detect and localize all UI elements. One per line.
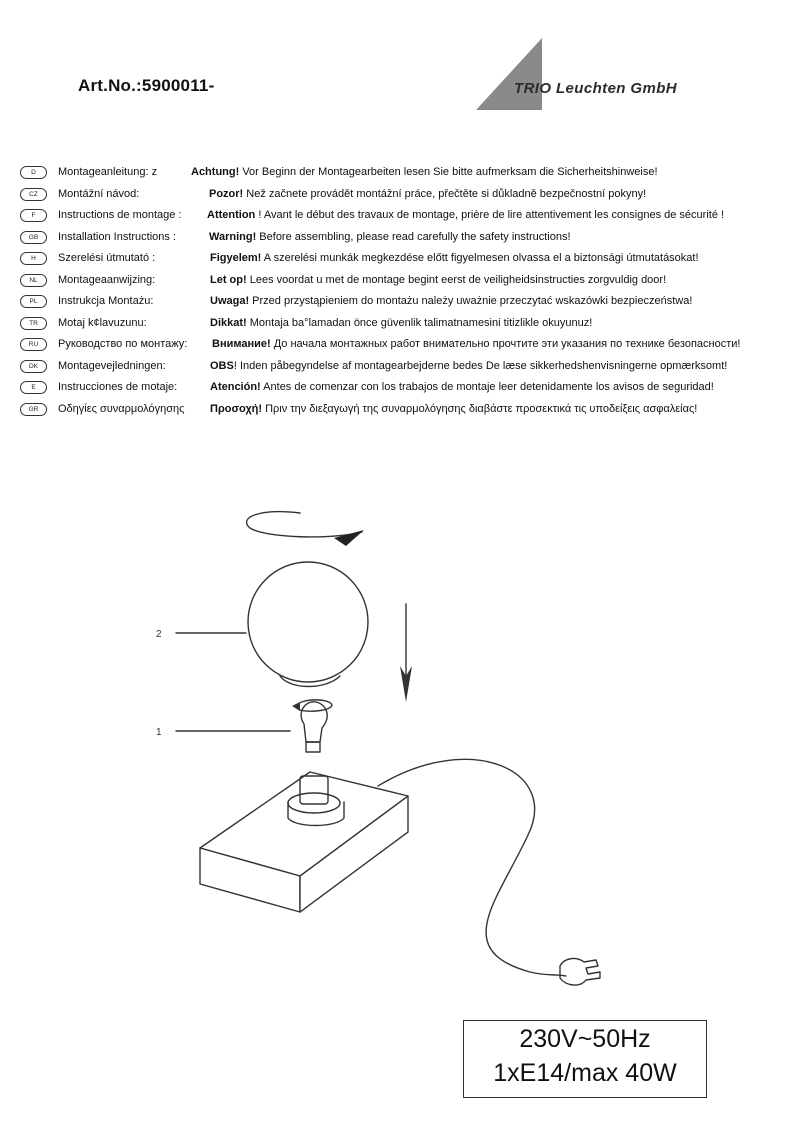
logo-triangle-icon — [476, 38, 736, 112]
electrical-specs-box — [463, 1020, 707, 1098]
brand-name: TRIO Leuchten GmbH — [514, 80, 678, 97]
power-plug-icon — [560, 959, 600, 986]
warning-word: Atención! — [210, 381, 261, 393]
warning-word: Προσοχή! — [210, 402, 263, 415]
instruction-row — [20, 337, 796, 359]
instruction-sentence — [210, 273, 666, 287]
instruction-sentence — [210, 402, 697, 416]
spec-voltage: 230V~50Hz — [519, 1025, 651, 1053]
warning-text: Before assembling, please read carefully the safety instructions! — [256, 230, 571, 243]
warning-text: Antes de comenzar con los trabajos de montaje leer detenidamente los avisos de seguridad! — [260, 381, 714, 393]
warning-word: OBS — [210, 359, 234, 372]
instruction-row — [20, 187, 796, 209]
instruction-sentence — [210, 380, 714, 394]
instruction-title: Montážní návod: — [58, 187, 140, 200]
instruction-row — [20, 380, 796, 402]
instruction-row — [20, 165, 796, 187]
warning-text: Πριν την διεξαγωγή της συναρμολόγησης διαβάστε προσεκτικά τις υποδείξεις ασφαλείας! — [262, 402, 698, 415]
instruction-row — [20, 402, 796, 424]
language-code-badge: RU — [20, 338, 47, 351]
instruction-row — [20, 230, 796, 252]
warning-word: Achtung! — [191, 166, 240, 178]
assembly-illustration — [0, 480, 802, 1020]
instruction-sentence — [209, 187, 646, 201]
instruction-title: Οδηγίες συναρμολόγησης — [58, 402, 185, 415]
instruction-title: Руководство по монтажу: — [58, 338, 188, 350]
warning-text: ! Avant le début des travaux de montage, prière de lire attentivement les consignes de sécurité ! — [255, 209, 725, 221]
warning-word: Attention — [207, 209, 256, 221]
trio-logo — [476, 38, 736, 112]
instruction-row — [20, 294, 796, 316]
warning-word: Pozor! — [209, 187, 244, 200]
warning-word: Let op! — [210, 273, 247, 286]
instruction-sentence — [210, 316, 592, 330]
warning-text: ! Inden påbegyndelse af montagearbejderne bedes De læse sikkerhedshenvisningerne opmærksomt! — [233, 359, 728, 372]
language-code-badge: NL — [20, 274, 47, 287]
instruction-title: Installation Instructions : — [58, 230, 177, 243]
warning-text: Vor Beginn der Montagearbeiten lesen Sie bitte aufmerksam die Sicherheitshinweise! — [239, 166, 658, 178]
socket-collar — [288, 793, 340, 813]
language-code-badge: D — [20, 166, 47, 179]
warning-text: Než začnete provádět montážní práce, přečtěte si důkladně bezpečnostní pokyny! — [243, 187, 647, 200]
instruction-title: Instructions de montage : — [58, 209, 182, 221]
instruction-title: Instrucciones de motaje: — [58, 381, 178, 393]
language-code-badge: PL — [20, 295, 47, 308]
warning-word: Warning! — [209, 230, 257, 243]
power-cable — [378, 759, 566, 976]
instruction-title: Szerelési útmutató : — [58, 252, 156, 264]
instruction-row — [20, 316, 796, 338]
bulb-socket — [300, 776, 328, 804]
rotate-arrow-icon — [247, 512, 362, 537]
glass-globe — [248, 562, 368, 682]
instruction-title: Montagevejledningen: — [58, 359, 166, 372]
warning-text: Lees voordat u met de montage begint eerst de veiligheidsinstructies zorgvuldig door! — [246, 273, 667, 286]
instruction-title: Montageanleitung: z — [58, 166, 158, 178]
light-bulb-icon — [301, 702, 327, 742]
warning-text: Montaja ba°lamadan önce güvenlik talimatnamesini titizlikle okuyunuz! — [246, 316, 593, 329]
instruction-sentence — [191, 165, 658, 179]
warning-word: Dikkat! — [210, 316, 247, 329]
language-code-badge: E — [20, 381, 47, 394]
language-code-badge: H — [20, 252, 47, 265]
warning-text: Przed przystąpieniem do montażu należy uważnie przeczytać wskazówki bezpieczeństwa! — [249, 295, 693, 307]
language-code-badge: GB — [20, 231, 47, 244]
warning-word: Figyelem! — [210, 252, 262, 264]
part-label-2: 2 — [156, 629, 162, 640]
instruction-sentence — [210, 251, 699, 265]
instruction-row — [20, 273, 796, 295]
warning-text: До начала монтажных работ внимательно прочтите эти указания по технике безопасности! — [270, 338, 741, 350]
warning-word: Uwaga! — [210, 295, 250, 307]
language-code-badge: DK — [20, 360, 47, 373]
instruction-title: Instrukcja Montażu: — [58, 295, 154, 307]
instruction-title: Motaj k¢lavuzunu: — [58, 316, 147, 329]
instruction-sentence — [212, 337, 740, 351]
language-code-badge: TR — [20, 317, 47, 330]
part-label-1: 1 — [156, 727, 162, 738]
instruction-sentence — [210, 294, 692, 308]
instruction-title: Montageaanwijzing: — [58, 273, 156, 286]
instruction-sentence — [207, 208, 724, 222]
lamp-base-front — [200, 848, 300, 912]
language-code-badge: CZ — [20, 188, 47, 201]
warning-text: A szerelési munkák megkezdése előtt figyelmesen olvassa el a biztonsági útmutatásokat! — [261, 252, 699, 264]
safety-instructions-list — [20, 165, 796, 423]
warning-word: Внимание! — [212, 338, 271, 350]
instruction-sentence — [210, 359, 727, 373]
instruction-sentence — [209, 230, 571, 244]
instruction-row — [20, 208, 796, 230]
spec-bulb: 1xE14/max 40W — [493, 1059, 677, 1087]
instruction-row — [20, 359, 796, 381]
rotate-arrow-head-icon — [334, 530, 364, 546]
language-code-badge: F — [20, 209, 47, 222]
language-code-badge: GR — [20, 403, 47, 416]
article-number: Art.No.:5900011- — [78, 76, 215, 95]
instruction-row — [20, 251, 796, 273]
